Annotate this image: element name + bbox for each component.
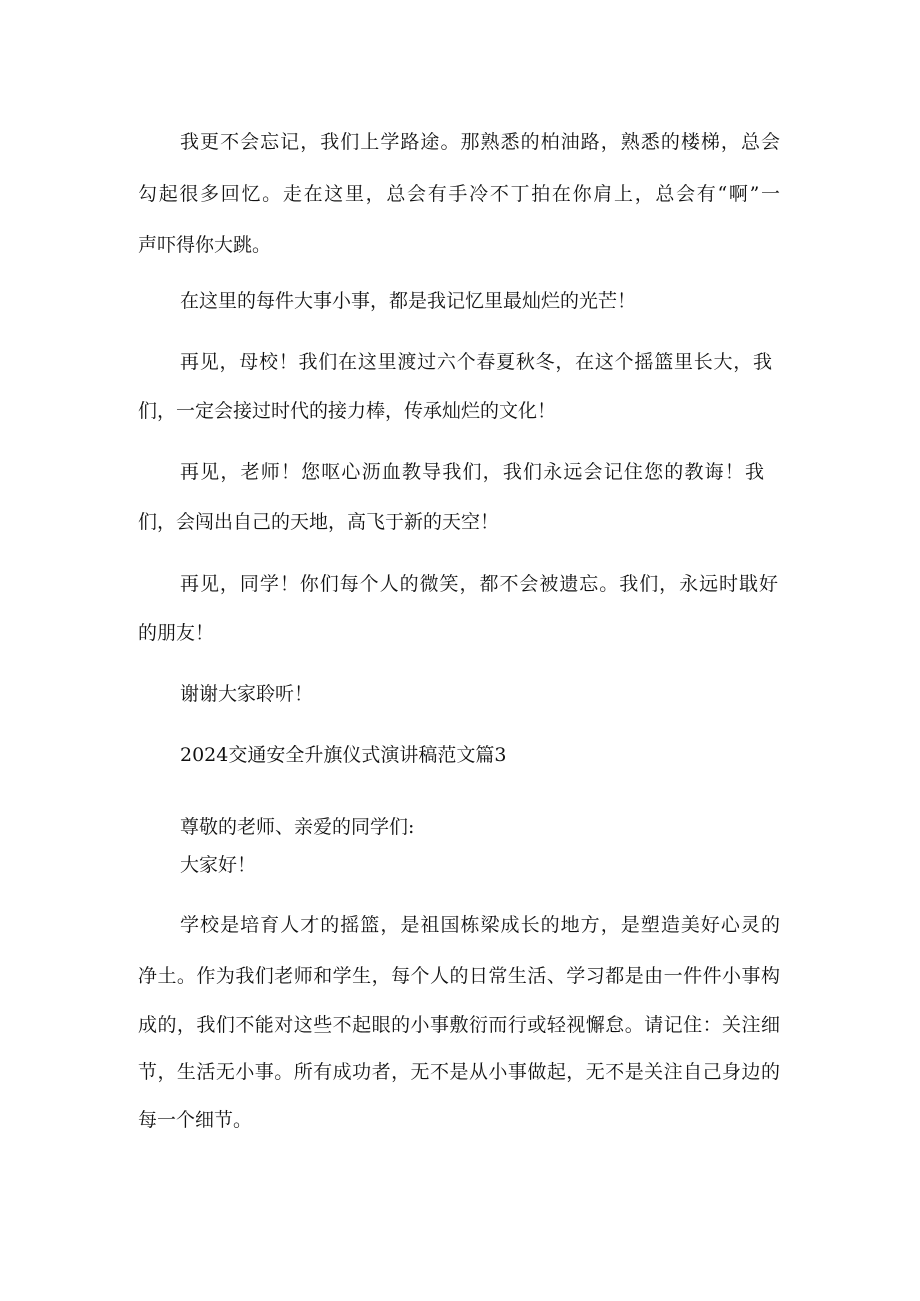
paragraph-3-line-2: 们，一定会接过时代的接力棒，传承灿烂的文化！ <box>138 400 557 422</box>
paragraph-1-line-2: 勾起很多回忆。走在这里，总会有手冷不丁拍在你肩上，总会有“啊”一 <box>138 183 780 205</box>
paragraph-10-line-5: 每一个细节。 <box>138 1109 253 1131</box>
paragraph-4-line-1: 再见，老师！您呕心沥血教导我们，我们永远会记住您的教诲！我 <box>180 461 764 483</box>
paragraph-5-line-2: 的朋友！ <box>138 622 215 644</box>
paragraph-3-line-1: 再见，母校！我们在这里渡过六个春夏秋冬，在这个摇篮里长大，我 <box>180 351 772 373</box>
paragraph-10-line-2: 净土。作为我们老师和学生，每个人的日常生活、学习都是由一件件小事构 <box>138 965 780 987</box>
salutation: 尊敬的老师、亲爱的同学们: <box>180 816 415 838</box>
closing-thanks: 谢谢大家聆听！ <box>180 683 314 705</box>
paragraph-1-line-1: 我更不会忘记，我们上学路途。那熟悉的柏油路，熟悉的楼梯，总会 <box>180 131 780 153</box>
greeting: 大家好！ <box>180 854 257 876</box>
paragraph-10-line-3: 成的，我们不能对这些不起眼的小事敷衍而行或轻视懈怠。请记住：关注细 <box>138 1014 780 1036</box>
paragraph-2-line-1: 在这里的每件大事小事，都是我记忆里最灿烂的光芒！ <box>180 290 637 312</box>
section-title: 2024交通安全升旗仪式演讲稿范文篇3 <box>180 744 507 766</box>
paragraph-10-line-4: 节，生活无小事。所有成功者，无不是从小事做起，无不是关注自己身边的 <box>138 1061 780 1083</box>
paragraph-1-line-3: 声吓得你大跳。 <box>138 234 272 256</box>
paragraph-4-line-2: 们，会闯出自己的天地，高飞于新的天空！ <box>138 511 500 533</box>
paragraph-5-line-1: 再见，同学！你们每个人的微笑，都不会被遗忘。我们，永远时戢好 <box>180 573 778 595</box>
paragraph-10-line-1: 学校是培育人才的摇篮，是祖国栋梁成长的地方，是塑造美好心灵的 <box>180 914 780 936</box>
